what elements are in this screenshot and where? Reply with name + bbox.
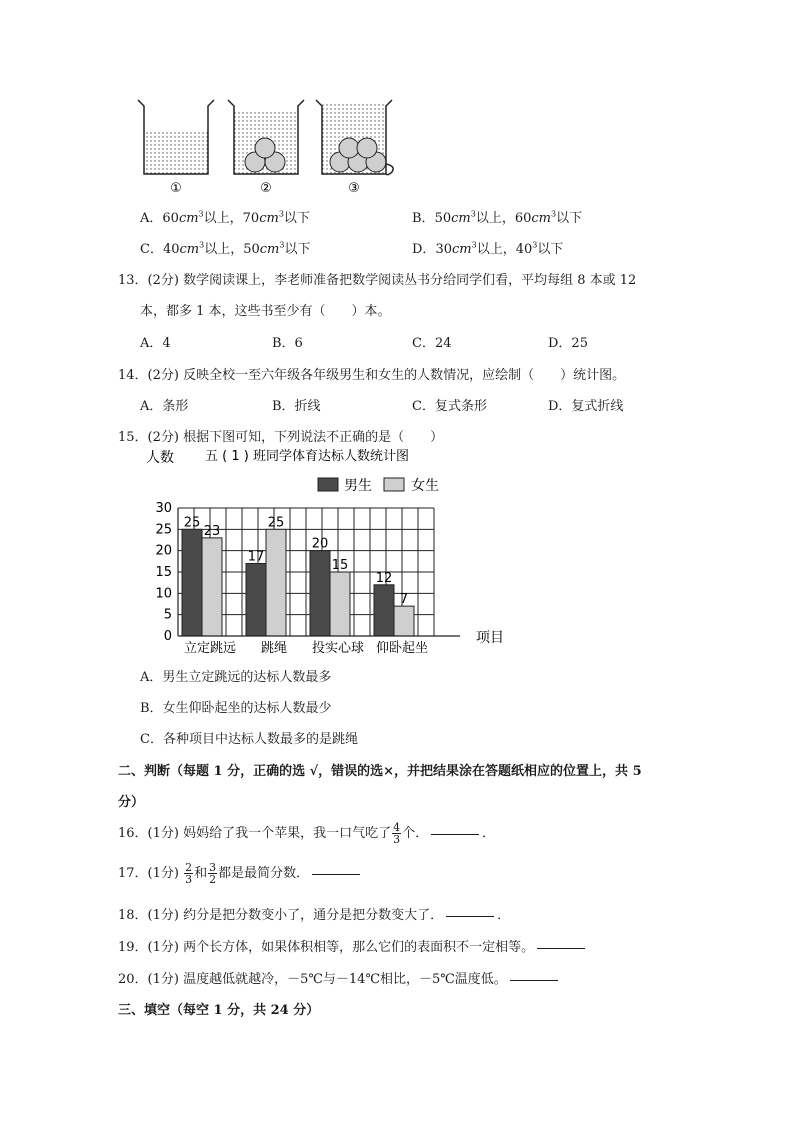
bar-female	[202, 538, 222, 636]
y-tick-label: 20	[155, 543, 172, 559]
bar-value-label: 17	[247, 549, 265, 565]
y-tick-label: 5	[163, 607, 172, 623]
legend-swatch-male	[318, 478, 338, 491]
section2-heading-line2: 分）	[118, 795, 145, 810]
x-category-label: 投实心球	[311, 641, 365, 656]
y-tick-label: 15	[155, 565, 172, 580]
chart-legend	[318, 477, 439, 494]
x-category-label: 仰卧起坐	[375, 641, 429, 656]
bar-male	[374, 585, 394, 636]
bar-value-label: 7	[399, 592, 409, 608]
q15-option-c: C．各种项目中达标人数最多的是跳绳	[140, 732, 358, 747]
q15-option-a: A．男生立定跳远的达标人数最多	[140, 670, 332, 685]
q12-option-a: A．$60cm^3$以上，$70cm^3$以下	[140, 209, 310, 226]
q19-answer-blank[interactable]	[537, 947, 585, 949]
q13-text-line2: 本，都多 1 本，这些书至少有（ ）本。	[140, 304, 391, 319]
beaker-label-1: ①	[170, 181, 182, 196]
bar-value-label: 23	[203, 523, 221, 539]
q13-option-d: D．25	[548, 336, 588, 351]
q20-text: 20．(1分) 温度越低就越冷，－5℃与－14℃相比，－5℃温度低。	[118, 972, 507, 987]
bar-female	[330, 572, 350, 636]
q16-answer-blank[interactable]	[431, 833, 479, 835]
beaker-1	[138, 100, 214, 174]
q16: 16．(1分) 妈妈给了我一个苹果，我一口气吃了 $\frac{4}{3}$ 个． ．	[118, 821, 496, 846]
q12-option-b: B．$50cm^3$以上，$60cm^3$以下	[412, 209, 583, 226]
beaker-label-2: ②	[260, 181, 272, 196]
beaker-label-3: ③	[348, 181, 360, 196]
bar-value-label: 25	[183, 515, 201, 531]
q13-option-c: C．24	[412, 336, 452, 351]
bar-female	[266, 529, 286, 636]
chart-x-axis-label: 项目	[476, 630, 504, 646]
y-tick-label: 0	[163, 629, 172, 644]
q20-answer-blank[interactable]	[510, 979, 558, 981]
q17-answer-blank[interactable]	[312, 873, 360, 875]
q18-answer-blank[interactable]	[446, 915, 494, 917]
bar-male	[182, 529, 202, 636]
q14-option-d: D．复式折线	[548, 399, 624, 414]
q17-suffix: 都是最简分数．	[218, 866, 310, 881]
q13-text-line1: 13．(2分) 数学阅读课上，李老师准备把数学阅读丛书分给同学们看，平均每组 8 本或 12	[118, 273, 637, 288]
bar-female	[394, 606, 414, 636]
q19	[118, 936, 588, 955]
q18-text: 18．(1分) 约分是把分数变小了，通分是把分数变大了．	[118, 908, 444, 923]
beaker-figure	[130, 92, 410, 202]
beaker-3	[316, 100, 393, 175]
q17-fraction-1: $\frac{2}{3}$	[185, 861, 193, 886]
bar-male	[246, 563, 266, 636]
x-category-label: 立定跳远	[183, 641, 237, 656]
beaker-2	[228, 100, 304, 174]
x-category-label: 跳绳	[260, 641, 288, 656]
q20	[118, 968, 561, 987]
q16-prefix: 16．(1分) 妈妈给了我一个苹果，我一口气吃了	[118, 826, 392, 841]
q14-option-a: A．条形	[140, 399, 189, 414]
section3-heading: 三、填空（每空 1 分，共 24 分）	[118, 1003, 320, 1018]
bar-value-label: 20	[311, 536, 329, 552]
q18: 18．(1分) 约分是把分数变小了，通分是把分数变大了． ．	[118, 908, 511, 923]
q17-fraction-2: $\frac{3}{2}$	[209, 861, 217, 886]
bar-value-label: 15	[331, 558, 349, 573]
y-tick-label: 30	[155, 501, 172, 516]
q14-option-b: B．折线	[272, 399, 321, 414]
y-tick-label: 25	[155, 522, 172, 538]
q12-option-c: C．$40cm^3$以上，$50cm^3$以下	[140, 240, 311, 257]
q15-option-b: B．女生仰卧起坐的达标人数最少	[140, 701, 332, 716]
chart-title: 五 ( 1 ) 班同学体育达标人数统计图	[205, 449, 409, 464]
q15-text: 15．(2分) 根据下图可知，下列说法不正确的是（ ）	[118, 430, 444, 445]
q12-option-d: D．$30cm^3$以上，$40^3$以下	[412, 240, 564, 257]
chart-y-axis-label: 人数	[146, 450, 174, 466]
legend-swatch-female	[384, 478, 404, 491]
section2-heading-line1: 二、判断（每题 1 分，正确的选 √，错误的选×，并把结果涂在答题纸相应的位置上，共 5	[118, 764, 642, 779]
bar-chart	[130, 446, 520, 660]
y-tick-label: 10	[155, 586, 172, 602]
bar-value-label: 25	[267, 515, 285, 531]
bar-value-label: 12	[375, 570, 393, 586]
q14-option-c: C．复式条形	[412, 399, 487, 414]
q14-text: 14．(2分) 反映全校一至六年级各年级男生和女生的人数情况，应绘制（ ）统计图。	[118, 368, 626, 383]
legend-label-female: 女生	[411, 478, 439, 494]
q13-option-a: A．4	[140, 336, 171, 351]
q13-option-b: B．6	[272, 336, 303, 351]
q17: 17．(1分) $\frac{2}{3}$ 和 $\frac{3}{2}$ 都是最简分数．	[118, 862, 363, 885]
legend-label-male: 男生	[344, 478, 372, 494]
q17-prefix: 17．(1分)	[118, 866, 179, 881]
bar-male	[310, 551, 330, 636]
q16-suffix: 个．	[402, 826, 429, 841]
q16-fraction: $\frac{4}{3}$	[393, 821, 401, 846]
q19-text: 19．(1分) 两个长方体，如果体积相等，那么它们的表面积不一定相等。	[118, 940, 535, 955]
